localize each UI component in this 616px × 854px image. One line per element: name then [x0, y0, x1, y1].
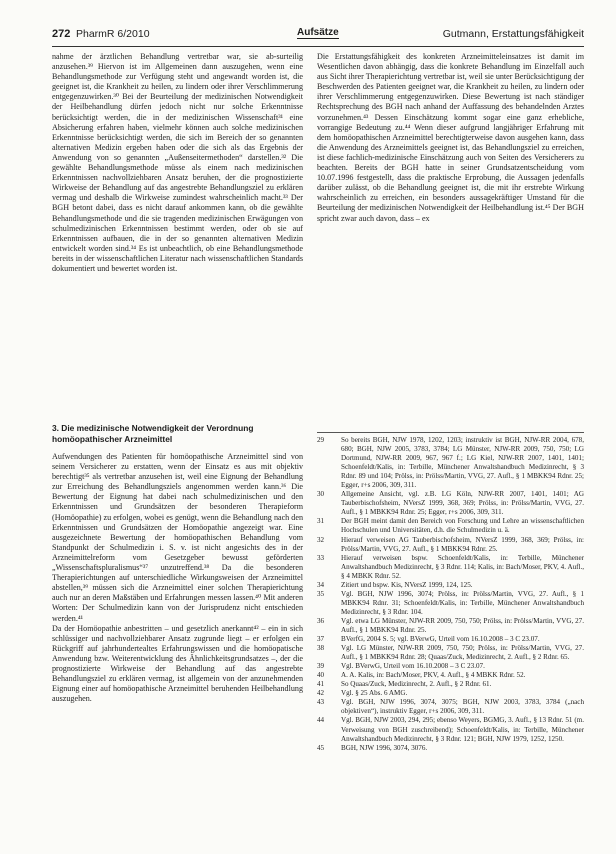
footnote-number: 43: [317, 698, 325, 707]
footnote-text: BGH, NJW 1996, 3074, 3076.: [341, 743, 428, 752]
footnote-text: Allgemeine Ansicht, vgl. z.B. LG Köln, NJW-RR 2007, 1401, 1401; AG Tauberbischofsheim, NVersZ 1999, 368, 369; Prölss, in: Prölss/Martin, VVG, 27. Aufl., § 1 MBKK94 Rdnr. 25; Egger, r+s 2006, 309, 311.: [341, 490, 584, 517]
footnote: [317, 581, 584, 590]
running-header: [52, 28, 584, 44]
right-column: [317, 52, 584, 224]
footnote-number: 45: [317, 743, 325, 752]
footnote-number: 41: [317, 680, 325, 689]
footnote-text: Vgl. BVerwG, Urteil vom 16.10.2008 – 3 C 23.07.: [341, 662, 485, 671]
footnote-number: 33: [317, 553, 325, 562]
footnote-text: Hierauf verweisen bspw. Schoenfeldt/Kalis, in: Terbille, Münchener Anwaltshandbuch Medizinrecht, § 3 Rdnr. 114; Kalis, in: Bach/Moser, PKV, 4. Aufl., § 4 MBKK Rdnr. 52.: [341, 553, 584, 580]
footnote-text: So bereits BGH, NJW 1978, 1202, 1203; instruktiv ist BGH, NJW-RR 2004, 678, 680; BGH, NJW 2005, 3783, 3784; LG Münster, NJW-RR 2009, 750, 750; LG Dortmund, NJW-RR 2009, 967, 967 f.; LG Kiel, NJW-RR 2007, 1401, 1401; Schoenfeldt/Kalis, in: Terbille, Münchener Anwaltshandbuch Medizinrecht, § 3 Rdnr. 89 und 104; Prölss, in: Prölss/Martin, VVG, 27. Aufl., § 1 MBKK94 Rdnr. 25; Egger, r+s 2006, 309, 311.: [341, 436, 584, 490]
footnote-text: Der BGH meint damit den Bereich von Forschung und Lehre an wissenschaftlichen Hochschulen und Universitäten, d.h. die Schulmedizin u. ä.: [341, 517, 584, 535]
section-label: Aufsätze: [297, 27, 339, 38]
footnote: [317, 590, 584, 617]
footnotes: [317, 436, 584, 753]
footnote-text: Vgl. § 25 Abs. 6 AMG.: [341, 689, 408, 698]
footnote-text: Zitiert und bspw. Kis, NVersZ 1999, 124, 125.: [341, 580, 473, 589]
footnote: [317, 671, 584, 680]
footnote: [317, 680, 584, 689]
footnote: [317, 617, 584, 635]
footnote: [317, 554, 584, 581]
footnote-number: 38: [317, 644, 325, 653]
footnote-rule: [317, 432, 584, 433]
left-column: [52, 52, 303, 274]
footnote-number: 34: [317, 580, 325, 589]
footnote: [317, 436, 584, 490]
footnote-text: BVerfG, 2004 S. 5; vgl. BVerwG, Urteil vom 16.10.2008 – 3 C 23.07.: [341, 635, 540, 644]
footnote-number: 37: [317, 635, 325, 644]
journal-issue: PharmR 6/2010: [76, 28, 150, 40]
section-heading: 3. Die medizinische Notwendigkeit der Verordnung homöopathischer Arzneimittel: [52, 423, 254, 444]
footnote-text: Vgl. BGH, NJW 2003, 294, 295; ebenso Weyers, BGMG, 3. Aufl., § 13 Rdnr. 51 (m. Verweisung von BGH zuschreibend); Schoenfeldt/Kalis, in: Terbille, Münchener Anwaltshandbuch Medizinrecht, § 3 Rdnr. 121; BGH, NJW 1979, 1252, 1250.: [341, 716, 584, 743]
footnote-number: 32: [317, 535, 325, 544]
footnote-text: Vgl. etwa LG Münster, NJW-RR 2009, 750, 750; Prölss, in: Prölss/Martin, VVG, 27. Aufl., § 1 MBKK94 Rdnr. 25.: [341, 616, 584, 634]
body-paragraph: Aufwendungen des Patienten für homöopathische Arzneimittel sind von seinem Versicherer zu erstatten, wenn der Einsatz es aus mit objektiv berechtigt³⁵ als vertretbar anzusehen ist, weil eine Eignung der Behandlung zur Erreichung des Behandlungsziels angenommen werden kann.³⁶ Die Bewertung der Eignung hat dabei nach schulmedizinischen und den Erkenntnissen und Grundsätzen der besonderen Therapieform (Homöopathie) zu erfolgen, wobei es genügt, wenn die Behandlung nach den Erkenntnissen und Grundsätzen der Homöopathie angezeigt war. Eine ausgezeichnete Bewertung der homöopathischen Behandlung vom Standpunkt der Schulmedizin i. S. v. ist nicht angesichts des in der Arzneimittelreform vom Gesetzgeber bewusst geförderten „Wissenschaftspluralismus“³⁷ unzutreffend.³⁸ Da die besonderen Therapierichtungen auf unterschiedliche Wirkungsweisen der Arzneimittel abstellen,³⁹ müssen sich die Arzneimittel einer solchen Therapierichtung auch nur an deren Maßstäben und Erfahrungen messen lassen.⁴⁰ Mit anderen Worten: Der Schulmedizin kann von der Jurisprudenz nicht entschieden werden.⁴¹: [52, 452, 303, 623]
footnote-text: Vgl. LG Münster, NJW-RR 2009, 750, 750; Prölss, in: Prölss/Martin, VVG, 27. Aufl., § 1 MBKK94 Rdnr. 28; Quaas/Zuck, Medizinrecht, 2. Aufl., § 2 Rdnr. 65.: [341, 644, 584, 662]
body-paragraph: Da der Homöopathie anbestritten – und gesetzlich anerkannt⁴² – ein in sich schlüssiger und nachvollziehbarer Ansatz zugrunde liegt – er erfolgen ein Rückgriff auf jahrhundertealtes Erfahrungswissen und die homöopatische Anwendung bzw. Weiterentwicklung des Ähnlichkeitsgrundsatzes –, der die prognostizierte Wirkweise der Behandlung auf das angestrebte Behandlungsziel zu erklären vermag, ist allgemein von der anzunehmenden Eignung einer auf homöopathische Arzneimittel beruhenden Heilbehandlung auszugehen.: [52, 623, 303, 704]
footnote-number: 40: [317, 671, 325, 680]
footnote: [317, 635, 584, 644]
body-paragraph: nahme der ärztlichen Behandlung vertretbar war, sie ab-surteilig anzusehen.³⁹ Hiervon ist im Allgemeinen dann auszugehen, wenn eine Behandlungsmethode zur Verfügung steht und angewandt worden ist, die geeignet ist, die Krankheit zu heilen, zu lindern oder ihrer Verschlimmerung entgegenzuwirken.³⁰ Bei der Beurteilung der medizinischen Notwendigkeit der Heilbehandlung dürfen jedoch nicht nur solche Erkenntnisse berücksichtigt werden, die in der medizinischen Wissenschaft³¹ eine Absicherung erfahren haben, vielmehr können auch solche medizinischen Erkenntnisse berücksichtigt werden, die sich im Bereich der so genannten alternativen Medizin ergeben haben oder die sich als das Ergebnis der Anwendung von so genannten „Außenseitermethoden“ darstellen.³² Die gewählte Behandlungsmethode müsse als einem nach medizinischen Erkenntnissen nachvollziehbaren Ansatz beruhen, der die prognostizierte Wirkweise der Behandlung auf das angestrebte Behandlungsziel zu erklären vermag und deshalb die Wirkweise zumindest wahrscheinlich macht.³³ Der BGH betont dabei, dass es nicht darauf ankommen kann, ob die gewählte Behandlungsmethode und die sie tragenden medizinischen Erwägungen von schulmedizinischen Erkenntnissen bestimmt werden, oder ob sie auf Erkenntnissen aufbauen, die in der so genannten alternativen Medizin entwickelt worden sind.³⁴ Es ist unbeachtlich, ob eine Behandlungsmethode bereits in der wissenschaftlichen Literatur nach wissenschaftlichen Standards dokumentiert und bewertet worden ist.: [52, 52, 303, 273]
footnote-number: 42: [317, 689, 325, 698]
footnote-number: 35: [317, 589, 325, 598]
left-column-continued: [52, 452, 303, 704]
header-rule: [52, 46, 584, 47]
footnote-number: 31: [317, 517, 325, 526]
footnote: [317, 644, 584, 662]
footnote-text: Vgl. BGH, NJW 1996, 3074; Prölss, in: Prölss/Martin, VVG, 27. Aufl., § 1 MBKK94 Rdnr. 31; Schoenfeldt/Kalis, in: Terbille, Münchener Anwaltshandbuch Medizinrecht, § 3 Rdnr. 104.: [341, 589, 584, 616]
footnote-text: Hierauf verweisen AG Tauberbischofsheim, NVersZ 1999, 368, 369; Prölss, in: Prölss/Martin, VVG, 27. Aufl., § 1 MBKK94 Rdnr. 25.: [341, 535, 584, 553]
footnote: [317, 744, 584, 753]
footnote: [317, 689, 584, 698]
footnote-text: A. A. Kalis, in: Bach/Moser, PKV, 4. Aufl., § 4 MBKK Rdnr. 52.: [341, 671, 526, 680]
footnote: [317, 698, 584, 716]
footnote: [317, 536, 584, 554]
footnote-number: 29: [317, 436, 325, 444]
page-number: 272: [52, 28, 71, 40]
body-paragraph: Die Erstattungsfähigkeit des konkreten Arzneimitteleinsatzes ist damit im Wesentlichen davon abhängig, dass die konkrete Behandlung im Einzelfall auch aus Sicht ihrer Therapierichtung vertretbar ist, weil sie unter Berücksichtigung der Beschwerden des Patienten geeignet war, die Krankheit zu heilen, zu lindern oder ihrer Verschlimmerung entgegenzuwirken. Diese Bewertung ist nach ständiger Rechtsprechung des BGH nach anhand der Auffassung des behandelnden Arztes vorzunehmen.⁴³ Dessen Einschätzung kommt sogar eine ganz erhebliche, vorrangige Bedeutung zu.⁴⁴ Wenn dieser aufgrund langjähriger Erfahrung mit dem homöopathischen Arzneimittel berechtigterweise davon ausgehen kann, dass die Anwendung des Arzneimittels geeignet ist, das Behandlungsziel zu erreichen, ist diese fachlich-medizinische Einschätzung auch von Seiten des Versicherers zu beachten. Bereits der BGH hatte in seiner Grundsatzentscheidung vom 10.07.1996 festgestellt, dass die praktische Erprobung, die Aussagen jedenfalls darüber zulässt, ob die Behandlung geeignet ist, die mit ihr erstrebte Wirkung wahrscheinlich zu erreichen, ein besonders aussagekräftiger Umstand für die Beurteilung der medizinischen Notwendigkeit der Heilbehandlung ist.⁴⁵ Der BGH spricht zwar auch davon, dass – ex: [317, 52, 584, 223]
footnote-number: 44: [317, 716, 325, 725]
footnote: [317, 716, 584, 743]
footnote-number: 30: [317, 490, 325, 499]
footnote-text: So Quaas/Zuck, Medizinrecht, 2. Aufl., § 2 Rdnr. 61.: [341, 680, 492, 689]
footnote-number: 39: [317, 662, 325, 671]
footnote: [317, 517, 584, 535]
footnote-number: 36: [317, 616, 325, 625]
footnote: [317, 662, 584, 671]
author-title: Gutmann, Erstattungsfähigkeit: [442, 28, 584, 40]
footnote-text: Vgl. BGH, NJW 1996, 3074, 3075; BGH, NJW 2003, 3783, 3784 („nach objektiven“), instruktiv Egger, r+s 2006, 309, 311.: [341, 698, 584, 716]
footnote: [317, 490, 584, 517]
